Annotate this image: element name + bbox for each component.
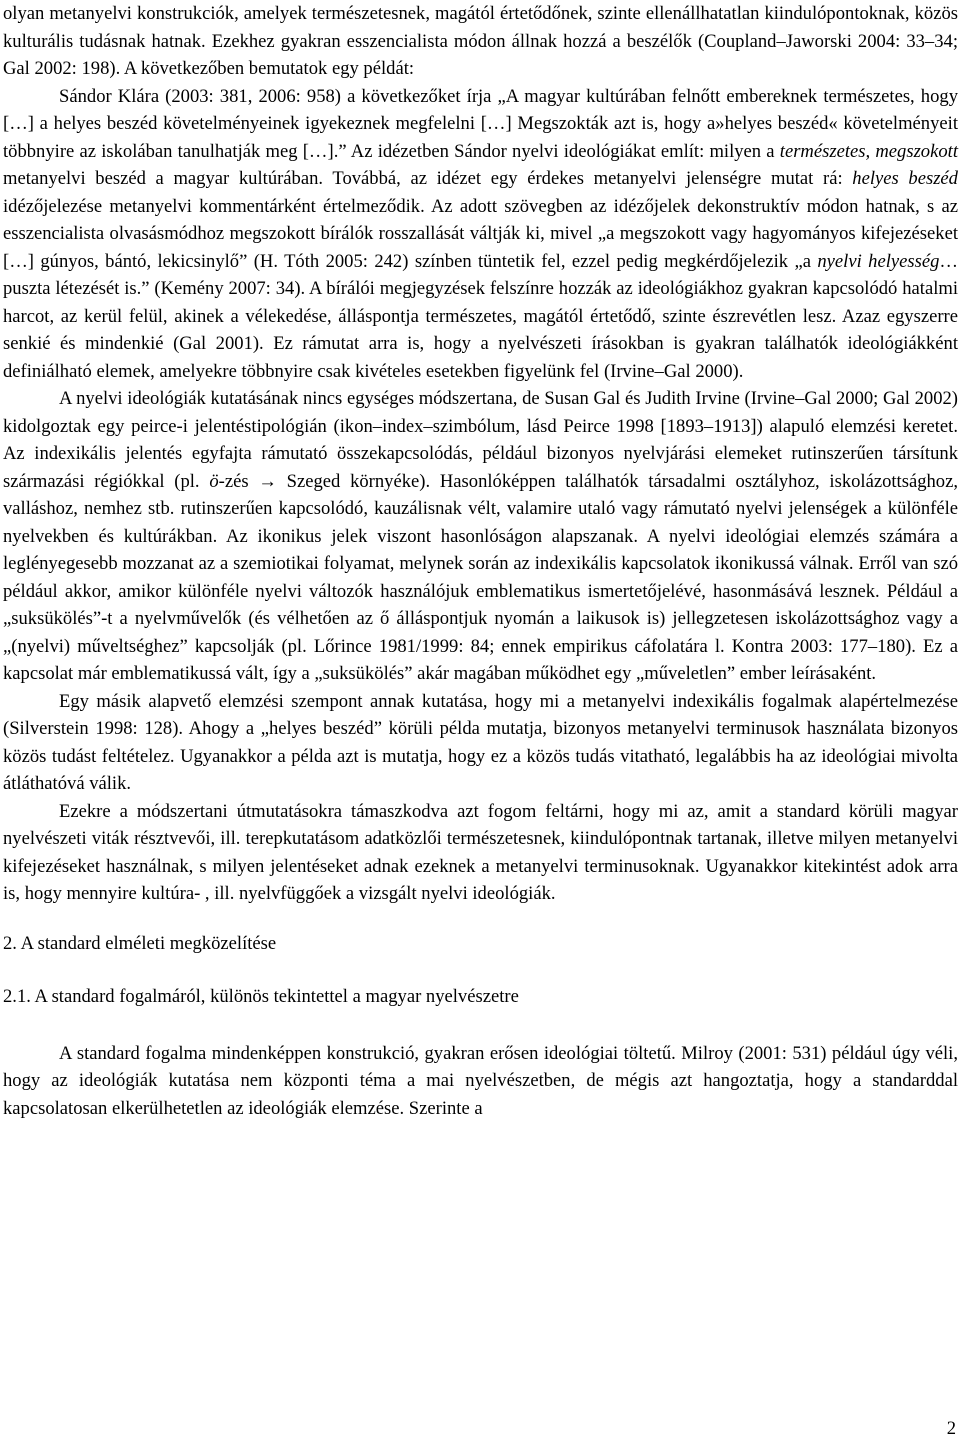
text-run: Ezekre a módszertani útmutatásokra támaszkodva azt fogom feltárni, hogy mi az, amit a standard körüli magyar nyelvészeti viták résztvevői, ill. terepkutatásom adatközlői természetesnek, kiindulópontnak tartanak, illetve milyen metanyelvi kifejezéseket használnak, s milyen jelentéseket adnak ezeknek a metanyelvi terminusoknak. Ugyanakkor kitekintést adok arra is, hogy mennyire kultúra- , ill. nyelvfüggőek a vizsgált nyelvi ideológiák. — [3, 800, 958, 904]
text-run: olyan metanyelvi konstrukciók, amelyek természetesnek, magától értetődőnek, szinte ellenállhatatlan kiindulópontoknak, közös kulturális tudásnak hatnak. Ezekhez gyakran esszencialista módon állnak hozzá a beszélők (Coupland–Jaworski 2004: 33–34; Gal 2002: 198). A következőben bemutatok egy példát: — [3, 3, 958, 79]
page-number: 2 — [946, 1418, 956, 1439]
paragraph-indexical-concepts — [3, 688, 958, 798]
text-run: Sándor Klára (2003: 381, 2006: 958) a következőket írja „A magyar kultúrában felnőtt embereknek természetes, hogy […] a helyes beszéd követelményeinek igyekeznek megfelelni […] Megszokták azt is, hogy a»helyes beszéd« követelményeit többnyire az iskolában tanulhatják meg […]. — [3, 85, 958, 162]
italic-term: ö — [209, 470, 219, 492]
paragraph-research-aims — [3, 798, 958, 908]
paragraph-intro — [3, 0, 958, 83]
text-run: Egy másik alapvető elemzési szempont annak kutatása, hogy mi a metanyelvi indexikális fogalmak alapértelmezése (Silverstein 1998: 128). Ahogy a „helyes beszéd” körüli példa mutatja, bizonyos metanyelvi terminusok használata bizonyos közös tudást feltételez. Ugyanakkor a példa azt is mutatja, hogy ez a közös tudás vitatható, legalábbis ha az ideológiai mivolta átláthatóvá válik. — [3, 690, 958, 794]
section-heading: 2. A standard elméleti megközelítése — [3, 932, 277, 954]
document-page — [3, 0, 958, 1122]
text-run: metanyelvi beszéd a magyar kultúrában. Továbbá, az idézet egy érdekes metanyelvi jelenségre mutat rá: — [3, 168, 853, 189]
text-run: -zés → Szeged környéke). Hasonlóképpen találhatók társadalmi osztályhoz, iskolázottsághoz, valláshoz, nemhez stb. rutinszerűen kapcsolódó, kauzálisnak vélt, valamire utaló vagy rámutató nyelvi jelenségek a különféle nyelvekben és kultúrákban. Az ikonikus jelek viszont hasonlóságon alapszanak. A nyelvi ideológiai elemzés számára a leglényegesebb mozzanat az a szemiotikai folyamat, melynek során az indexikális kapcsolatok ikonikussá válnak. Erről van szó például akkor, amikor különféle nyelvi változók használójuk emblematikus ismertetőjelévé, hasonmásává lesznek. Például a „suksükölés”-t a nyelvművelők (és vélhetően az ő álláspontjuk nyomán a laikusok is) jellegzetesen iskolázottsághoz vagy a „(nyelvi) műveltséghez” kapcsolják (pl. Lőrince 1981/1999: 84; ennek empirikus cáfolatára l. Kontra 2003: 177–180). Ez a kapcsolat már emblematikussá vált, így a „suksükölés” akár magában működhet egy „műveletlen” ember leírásaként. — [3, 470, 959, 684]
subsection-heading: 2.1. A standard fogalmáról, különös tekintettel a magyar nyelvészetre — [3, 986, 519, 1007]
text-run: … puszta létezését is.” (Kemény 2007: 34). A bírálói megjegyzések felszínre hozzák az ideológiákhoz gyakran kapcsolódó hatalmi harcot, az kerül felül, akinek a vélekedése, álláspontja természetes, magától értetődő, szinte észrevétlen lesz. Azaz egyszerre senkié és mindenkié (Gal 2001). Ez rámutat arra is, hogy a nyelvészeti írásokban is gyakran találhatók ideológiákként definiálható elemek, amelyekre többnyire csak kivételes esetekben figyelünk fel (Irvine–Gal 2000). — [3, 250, 958, 382]
paragraph-quote-analysis — [3, 83, 958, 386]
text-run: A nyelvi ideológiák kutatásának nincs egységes módszertana, de Susan Gal és Judith Irvine (Irvine–Gal 2000; Gal 2002) kidolgoztak egy peirce-i jelentéstipológián (ikon–index–szimbólum, lásd Peirce 1998 [1893–1913]) alapuló elemzési keretet. Az indexikális jelentés egyfajta rámutató összekapcsolódás, például bizonyos nyelvjárási elemeket rutinszerűen társítunk származási régiókkal (pl. — [3, 388, 958, 492]
italic-term: helyes beszéd — [852, 168, 958, 189]
text-run: ” Az idézetben Sándor nyelvi ideológiákat említ: milyen a — [338, 140, 780, 162]
paragraph-methodology — [3, 385, 958, 688]
paragraph-standard-concept: A standard fogalma mindenképpen konstrukció, gyakran erősen ideológiai töltetű. Milroy (2001: 531) például úgy véli, hogy az ideológiák kutatása nem központi téma a mai nyelvészetben, de mégis azt hangoztatja, hogy a standarddal kapcsolatosan elkerülhetetlen az ideológiák elemzése. Szerinte a — [3, 1042, 958, 1119]
text-run: idézőjelezése metanyelvi kommentárként értelmeződik. Az adott szövegben az idézőjelek dekonstruktív módon hatnak, s az esszencialista olvasásmódhoz megszokott bírálók rosszallását váltják ki, mivel „a megszokott vagy hagyományos kifejezéseket […] gúnyos, bántó, lekicsinylő” (H. Tóth 2005: 242) színben tüntetik fel, ezzel pedig megkérdőjelezik „a — [3, 195, 958, 272]
italic-term: nyelvi helyesség — [817, 250, 940, 272]
italic-term: természetes, megszokott — [779, 140, 958, 162]
